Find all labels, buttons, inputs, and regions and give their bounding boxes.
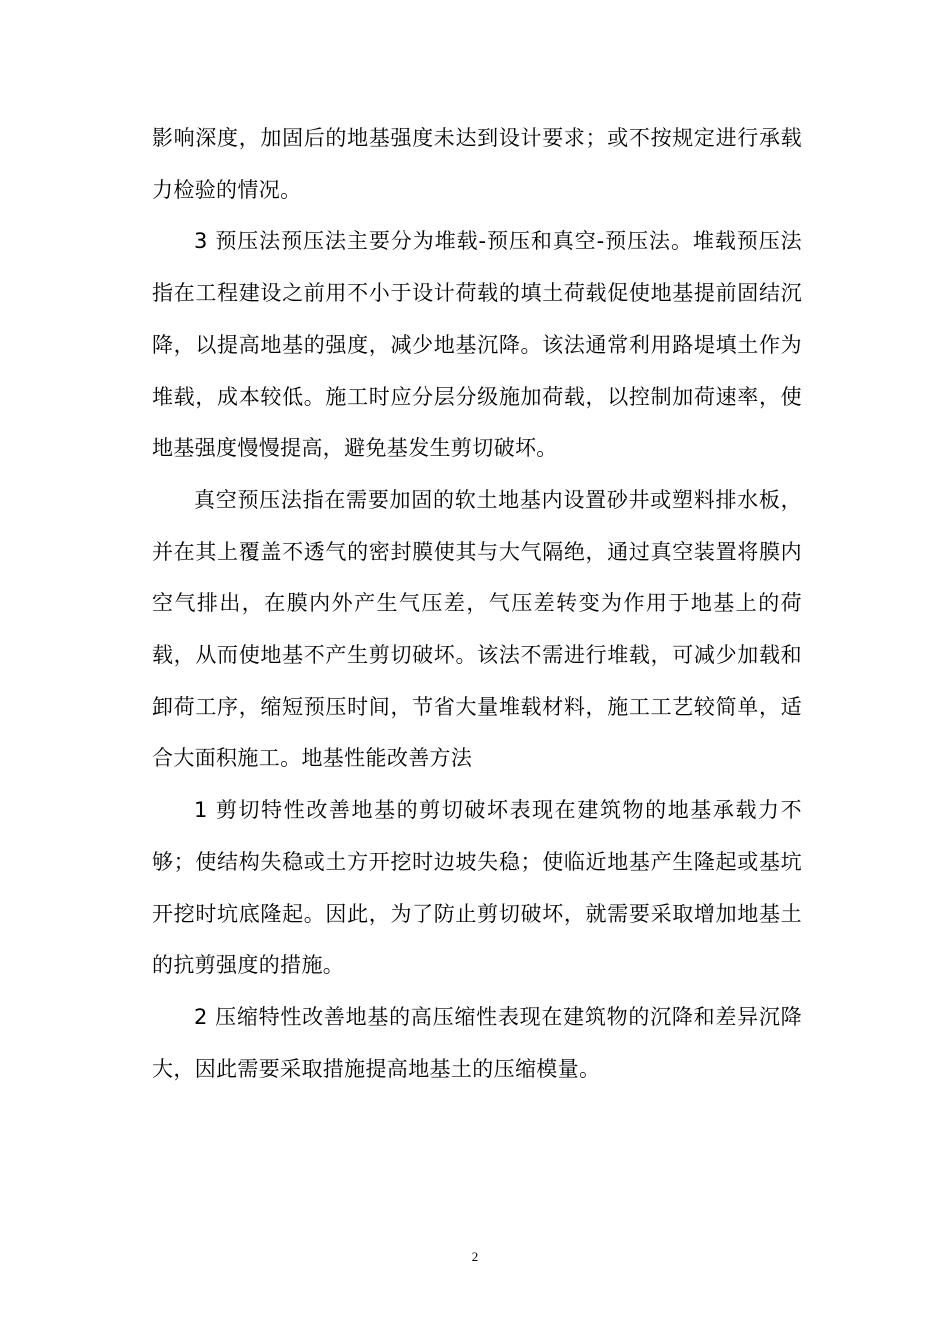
paragraph-vacuum-preloading: 真空预压法指在需要加固的软土地基内设置砂井或塑料排水板，并在其上覆盖不透气的密封膜使其与大气隔绝，通过真空装置将膜内空气排出，在膜内外产生气压差，气压差转变为作用于地基上的荷载，从而使地基不产生剪切破坏。该法不需进行堆载，可减少加载和卸荷工序，缩短预压时间，节省大量堆载材料，施工工艺较简单，适合大面积施工。地基性能改善方法: [152, 487, 802, 771]
paragraph-compression-improvement: 2 压缩特性改善地基的高压缩性表现在建筑物的沉降和差异沉降大，因此需要采取措施提高地基土的压缩模量。: [152, 1004, 802, 1081]
paragraph-continuation: 影响深度，加固后的地基强度未达到设计要求；或不按规定进行承载力检验的情况。: [152, 126, 802, 202]
page-number: 2: [471, 1249, 479, 1264]
body-text: [152, 113, 802, 1095]
paragraph-shear-improvement: 1 剪切特性改善地基的剪切破坏表现在建筑物的地基承载力不够；使结构失稳或土方开挖时边坡失稳；使临近地基产生隆起或基坑开挖时坑底隆起。因此，为了防止剪切破坏，就需要采取增加地基土的抗剪强度的措施。: [152, 798, 802, 978]
paragraph-preloading-method: 3 预压法预压法主要分为堆载-预压和真空-预压法。堆载预压法指在工程建设之前用不小于设计荷载的填土荷载促使地基提前固结沉降，以提高地基的强度，减少地基沉降。该法通常利用路堤填土作为堆载，成本较低。施工时应分层分级施加荷载，以控制加荷速率，使地基强度慢慢提高，避免基发生剪切破坏。: [152, 229, 802, 461]
